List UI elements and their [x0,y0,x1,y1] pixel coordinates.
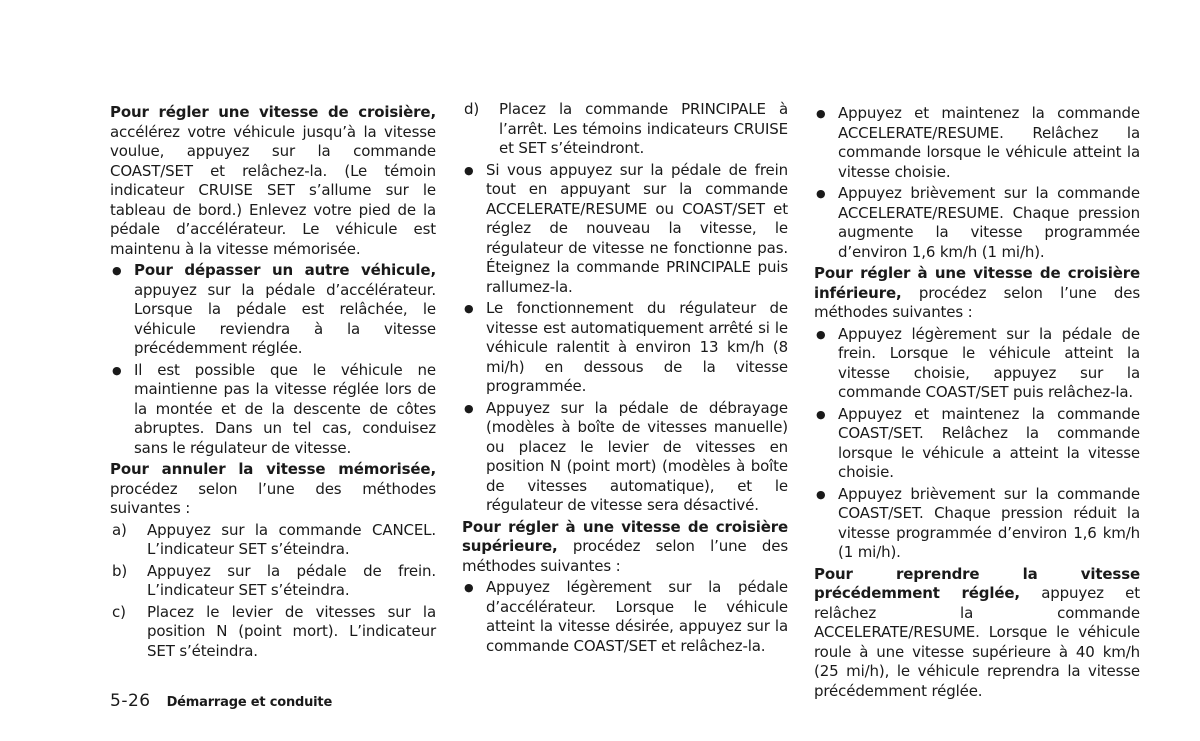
heading-inline: Pour régler à une vitesse de croisière inférieure, [814,264,1140,302]
bullet-icon: ● [816,187,826,200]
bullet-text: Le fonctionnement du régulateur de vitesse est automatiquement arrêté si le véhicule ralentit à environ 13 km/h (8 mi/h) en dessous de la vitesse programmée. [486,299,788,395]
list-marker: d) [464,100,480,118]
list-text: Appuyez sur la pédale de frein. L’indicateur SET s’éteindra. [147,561,436,599]
bullet-text: Si vous appuyez sur la pédale de frein tout en appuyant sur la commande ACCELERATE/RESUME ou COAST/SET et réglez de nouveau la vitesse, le régulateur de vitesse ne fonctionne pas. Éteignez la commande PRINCIPALE puis rallumez-la. [486,160,788,296]
page-number: 5-26 [110,691,151,711]
bullet-icon: ● [464,581,474,594]
bullet-item [462,578,788,656]
paragraph-cancel-speed [110,460,436,519]
bullet-icon: ● [816,487,826,501]
bullet-item [814,405,1140,483]
bullet-icon: ● [816,107,826,120]
bullet-icon: ● [464,163,474,177]
bullet-icon: ● [112,264,122,277]
bullet-item [462,399,788,516]
bullet-item [462,161,788,298]
heading-inline: Pour régler une vitesse de croisière, [110,103,436,121]
text-column-left [110,103,436,663]
bullet-text: Appuyez sur la pédale de débrayage (modèles à boîte de vitesses manuelle) ou placez le levier de vitesses en position N (point mort) (modèles à boîte de vitesses automatique), et le régulateur de vitesse sera désactivé. [486,398,788,514]
bullet-item [814,184,1140,262]
list-item-d [462,100,788,159]
bullet-text: appuyez sur la pédale d’accélérateur. Lorsque la pédale est relâchée, le véhicule reviendra à la vitesse précédemment réglée. [134,280,436,357]
bullet-text: Appuyez brièvement sur la commande ACCELERATE/RESUME. Chaque pression augmente la vitesse programmée d’environ 1,6 km/h (1 mi/h). [838,184,1140,261]
bullet-item [110,261,436,359]
section-title: Démarrage et conduite [166,695,333,710]
list-item-b [110,562,436,601]
bullet-icon: ● [464,302,474,315]
list-marker: b) [112,561,128,580]
bullet-icon: ● [112,363,122,377]
bullet-text: Appuyez légèrement sur la pédale d’accélérateur. Lorsque le véhicule atteint la vitesse désirée, appuyez sur la commande COAST/SET et relâchez-la. [486,578,788,655]
paragraph-text: procédez selon l’une des méthodes suivantes : [814,283,1140,321]
paragraph-text: accélérez votre véhicule jusqu’à la vitesse voulue, appuyez sur la commande COAST/SET et relâchez-la. (Le témoin indicateur CRUISE SET s’allume sur le tableau de bord.) Enlevez votre pied de la pédale d’accélérateur. Le véhicule est maintenu à la vitesse mémorisée. [110,122,436,258]
paragraph-text: procédez selon l’une des méthodes suivantes : [110,479,436,517]
heading-inline: Pour régler à une vitesse de croisière supérieure, [462,517,788,555]
list-item-c [110,603,436,662]
paragraph-text: appuyez et relâchez la commande ACCELERATE/RESUME. Lorsque le véhicule roule à une vitesse supérieure à 40 km/h (25 mi/h), le véhicule reprendra la vitesse précédemment réglée. [814,584,1140,700]
bullet-item [110,361,436,459]
paragraph-resume-speed [814,565,1140,702]
paragraph-decrease-speed [814,264,1140,323]
bullet-icon: ● [464,401,474,415]
list-text: Appuyez sur la commande CANCEL. L’indicateur SET s’éteindra. [147,520,436,558]
list-marker: c) [112,602,126,621]
bullet-item [814,325,1140,403]
list-text: Placez la commande PRINCIPALE à l’arrêt. Les témoins indicateurs CRUISE et SET s’éteindront. [499,100,788,157]
text-column-right [814,104,1140,703]
heading-inline: Pour reprendre la vitesse précédemment réglée, [814,564,1140,602]
heading-inline: Pour dépasser un autre véhicule, [134,261,436,279]
heading-inline: Pour annuler la vitesse mémorisée, [110,460,436,478]
bullet-icon: ● [816,407,826,421]
bullet-text: Il est possible que le véhicule ne maintienne pas la vitesse réglée lors de la montée et de la descente de côtes abruptes. Dans un tel cas, conduisez sans le régulateur de vitesse. [134,360,436,457]
paragraph-text: procédez selon l’une des méthodes suivantes : [462,537,788,575]
bullet-text: Appuyez et maintenez la commande ACCELERATE/RESUME. Relâchez la commande lorsque le véhicule atteint la vitesse choisie. [838,104,1140,181]
list-text: Placez le levier de vitesses sur la position N (point mort). L’indicateur SET s’éteindra. [147,602,436,660]
bullet-text: Appuyez légèrement sur la pédale de frein. Lorsque le véhicule atteint la vitesse choisie, appuyez sur la commande COAST/SET puis relâchez-la. [838,324,1140,401]
bullet-icon: ● [816,327,826,341]
page-footer [110,691,332,711]
list-item-a [110,521,436,560]
bullet-text: Appuyez brièvement sur la commande COAST/SET. Chaque pression réduit la vitesse programmée d’environ 1,6 km/h (1 mi/h). [838,484,1140,561]
bullet-text: Appuyez et maintenez la commande COAST/SET. Relâchez la commande lorsque le véhicule a atteint la vitesse choisie. [838,404,1140,481]
bullet-item [462,299,788,397]
paragraph-set-cruise-speed [110,103,436,259]
text-column-middle [462,100,788,658]
bullet-item [814,485,1140,563]
bullet-item [814,104,1140,182]
paragraph-increase-speed [462,518,788,577]
list-marker: a) [112,520,127,539]
